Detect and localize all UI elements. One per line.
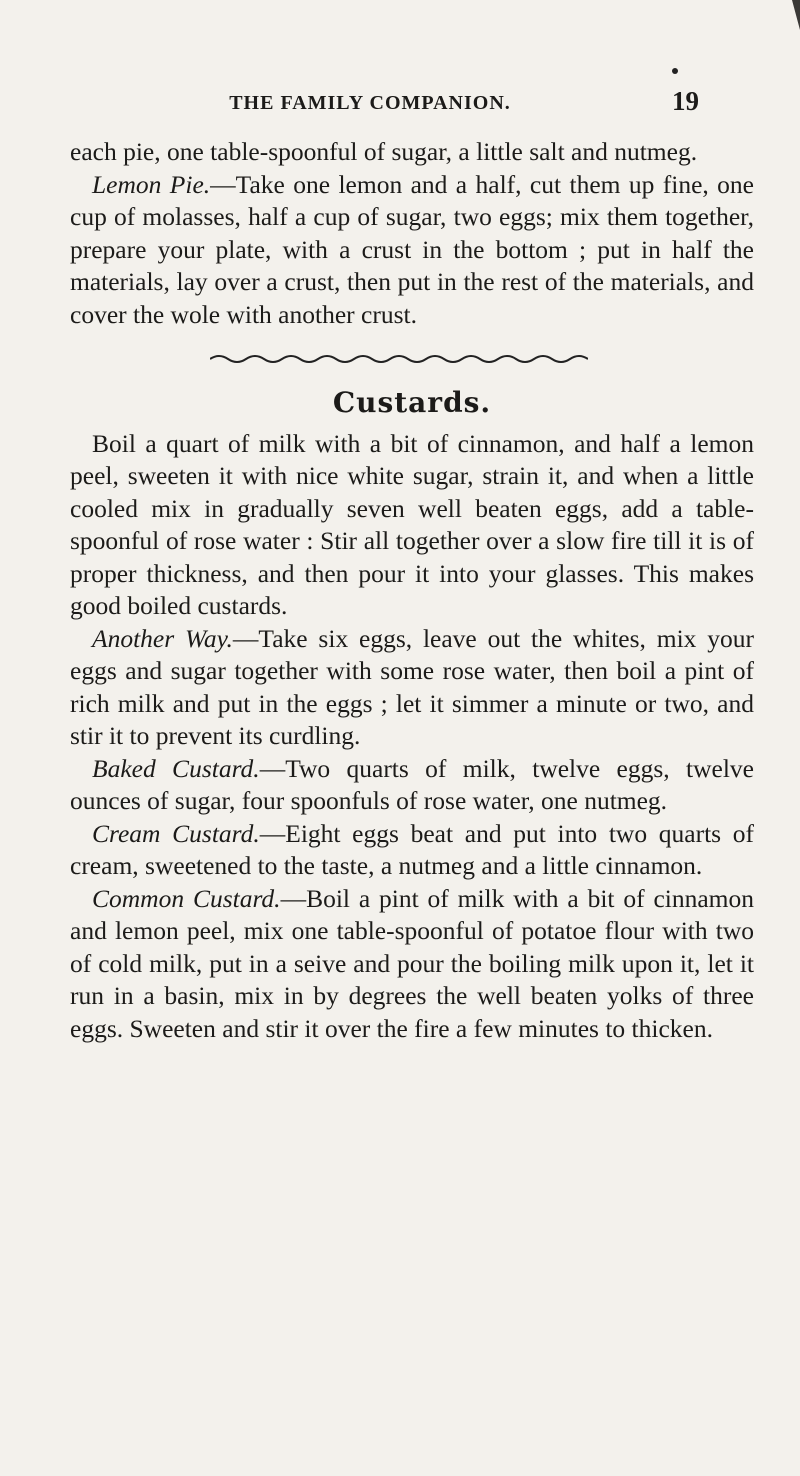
recipe-title-lemon-pie: Lemon Pie. [92, 169, 211, 199]
paragraph-custards: Boil a quart of milk with a bit of cinnamon, and half a lemon peel, sweeten it with nice white sugar, strain it, and when a little cooled mix in gradually seven well beaten eggs, add a table-spoonful of rose water : Stir all together over a slow fire till it is of proper thickness, and then pour it into your glasses. This makes good boiled custards. [70, 428, 754, 620]
recipe-title-cream-custard: Cream Custard. [92, 818, 260, 848]
paragraph-cream-custard [70, 818, 754, 883]
wavy-rule-ornament [210, 353, 588, 365]
running-title: THE FAMILY COMPANION. [229, 92, 511, 114]
section-title: Custards. [332, 386, 492, 419]
recipe-text-cream-custard: —Eight eggs beat and put into two quarts of cream, sweetened to the taste, a nutmeg and a little cinnamon. [70, 818, 754, 880]
paragraph-continued: each pie, one table-spoonful of sugar, a little salt and nutmeg. [70, 137, 698, 166]
paragraph-lemon-pie [70, 169, 754, 332]
recipe-title-baked-custard: Baked Custard. [92, 753, 260, 783]
paragraph-baked-custard [70, 753, 754, 818]
recipe-text-lemon-pie: —Take one lemon and a half, cut them up fine, one cup of molasses, half a cup of sugar, two eggs; mix them together, prepare your plate, with a crust in the bottom ; put in half the materials, lay over a crust, then put in the rest of the materials, and cover the wole with another crust. [70, 169, 754, 329]
paragraph-common-custard [70, 883, 754, 1046]
body-text [70, 136, 754, 1045]
page-edge-shadow [780, 0, 800, 30]
recipe-text-common-custard: —Boil a pint of milk with a bit of cinnamon and lemon peel, mix one table-spoonful of potatoe flour with two of cold milk, put in a seive and pour the boiling milk upon it, let it run in a basin, mix in by degrees the well beaten yolks of three eggs. Sweeten and stir it over the fire a few minutes to thicken. [70, 883, 754, 1043]
recipe-title-another-way: Another Way. [92, 623, 233, 653]
recipe-title-common-custard: Common Custard. [92, 883, 281, 913]
page-number: 19 [672, 86, 699, 116]
recipe-text-baked-custard: —Two quarts of milk, twelve eggs, twelve ounces of sugar, four spoonfuls of rose water, one nutmeg. [70, 753, 754, 815]
recipe-text-another-way: —Take six eggs, leave out the whites, mix your eggs and sugar together with some rose water, then boil a pint of rich milk and put in the eggs ; let it simmer a minute or two, and stir it to prevent its curdling. [70, 623, 754, 750]
paragraph-another-way [70, 623, 754, 753]
ink-dot [672, 68, 678, 74]
